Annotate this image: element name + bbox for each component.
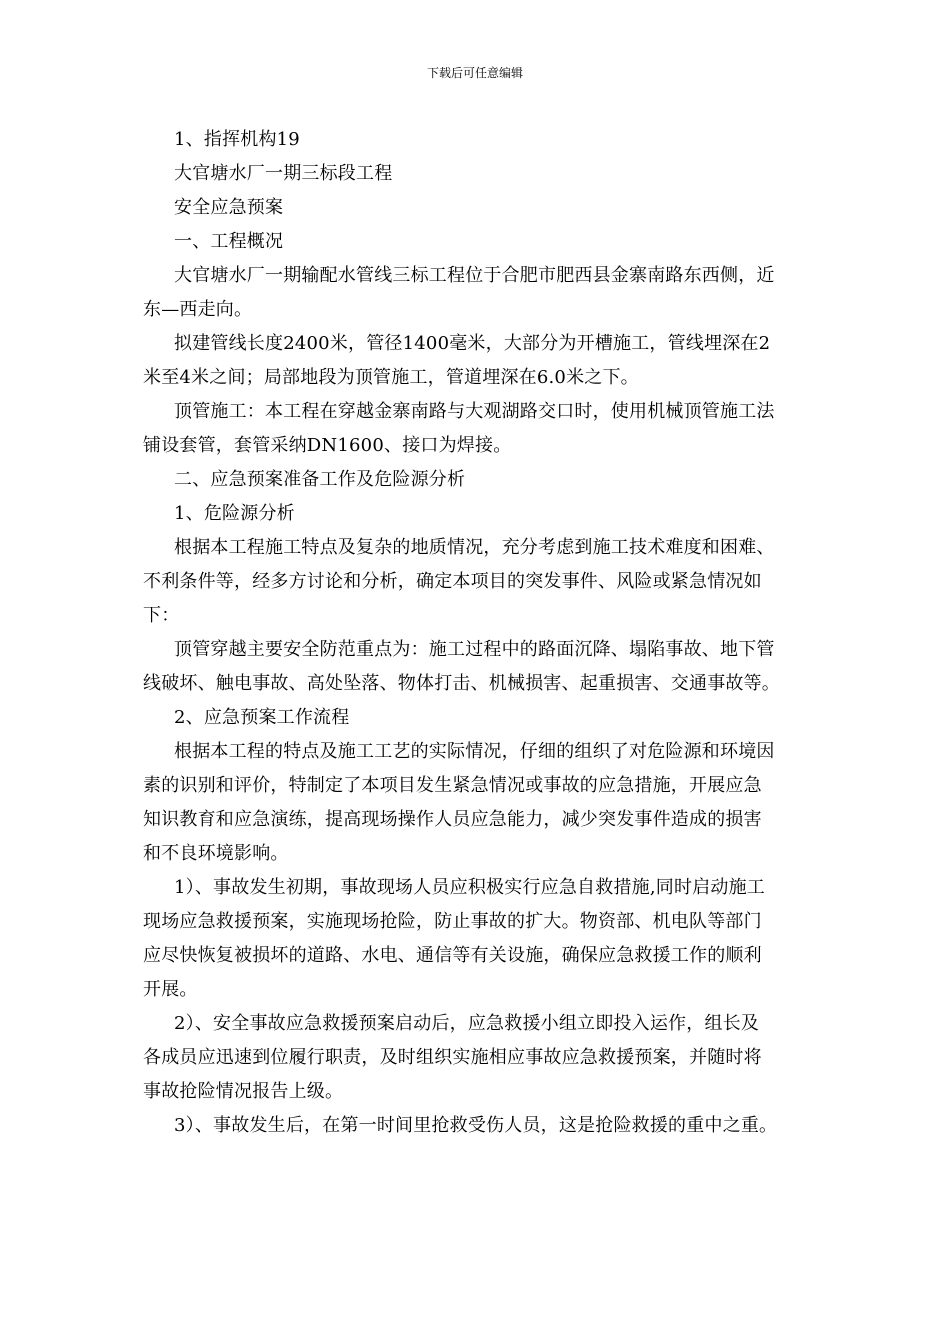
- document-line: 各成员应迅速到位履行职责，及时组织实施相应事故应急救援预案，并随时将: [143, 1047, 762, 1068]
- document-line: 大官塘水厂一期输配水管线三标工程位于合肥市肥西县金寨南路东西侧，近: [174, 265, 775, 286]
- document-line: 现场应急救援预案，实施现场抢险，防止事故的扩大。物资部、机电队等部门: [143, 911, 762, 932]
- document-line: 1、危险源分析: [174, 503, 295, 524]
- document-line: 不利条件等，经多方讨论和分析，确定本项目的突发事件、风险或紧急情况如: [143, 571, 762, 592]
- document-line: 2）、安全事故应急救援预案启动后，应急救援小组立即投入运作，组长及: [174, 1013, 760, 1034]
- document-line: 开展。: [143, 979, 198, 1000]
- document-body: [143, 123, 823, 1143]
- document-line: 应尽快恢复被损坏的道路、水电、通信等有关设施，确保应急救援工作的顺利: [143, 945, 762, 966]
- document-line: 一、工程概况: [174, 231, 284, 252]
- document-line: 二、应急预案准备工作及危险源分析: [174, 469, 466, 490]
- document-line: 大官塘水厂一期三标段工程: [174, 163, 393, 184]
- document-line: 和不良环境影响。: [143, 843, 289, 864]
- document-line: 东—西走向。: [143, 299, 253, 320]
- document-line: 1、指挥机构19: [174, 129, 300, 150]
- document-line: 2、应急预案工作流程: [174, 707, 350, 728]
- document-line: 顶管穿越主要安全防范重点为：施工过程中的路面沉降、塌陷事故、地下管: [174, 639, 775, 660]
- document-line: 铺设套管，套管采纳DN1600、接口为焊接。: [143, 435, 512, 456]
- document-line: 拟建管线长度2400米，管径1400毫米，大部分为开槽施工，管线埋深在2: [174, 333, 771, 354]
- document-line: 安全应急预案: [174, 197, 284, 218]
- document-line: 1）、事故发生初期，事故现场人员应积极实行应急自救措施,同时启动施工: [174, 877, 765, 898]
- document-line: 顶管施工：本工程在穿越金寨南路与大观湖路交口时，使用机械顶管施工法: [174, 401, 775, 422]
- document-line: 事故抢险情况报告上级。: [143, 1081, 344, 1102]
- document-line: 米至4米之间；局部地段为顶管施工，管道埋深在6.0米之下。: [143, 367, 639, 388]
- document-line: 线破坏、触电事故、高处坠落、物体打击、机械损害、起重损害、交通事故等。: [143, 673, 780, 694]
- page-header-note: 下载后可任意编辑: [426, 66, 523, 80]
- document-line: 根据本工程的特点及施工工艺的实际情况，仔细的组织了对危险源和环境因: [174, 741, 775, 762]
- document-line: 3）、事故发生后，在第一时间里抢救受伤人员，这是抢险救援的重中之重。: [174, 1115, 778, 1136]
- document-line: 根据本工程施工特点及复杂的地质情况，充分考虑到施工技术难度和困难、: [174, 537, 775, 558]
- document-line: 下：: [143, 605, 180, 626]
- document-line: 知识教育和应急演练，提高现场操作人员应急能力，减少突发事件造成的损害: [143, 809, 762, 830]
- document-line: 素的识别和评价，特制定了本项目发生紧急情况或事故的应急措施，开展应急: [143, 775, 762, 796]
